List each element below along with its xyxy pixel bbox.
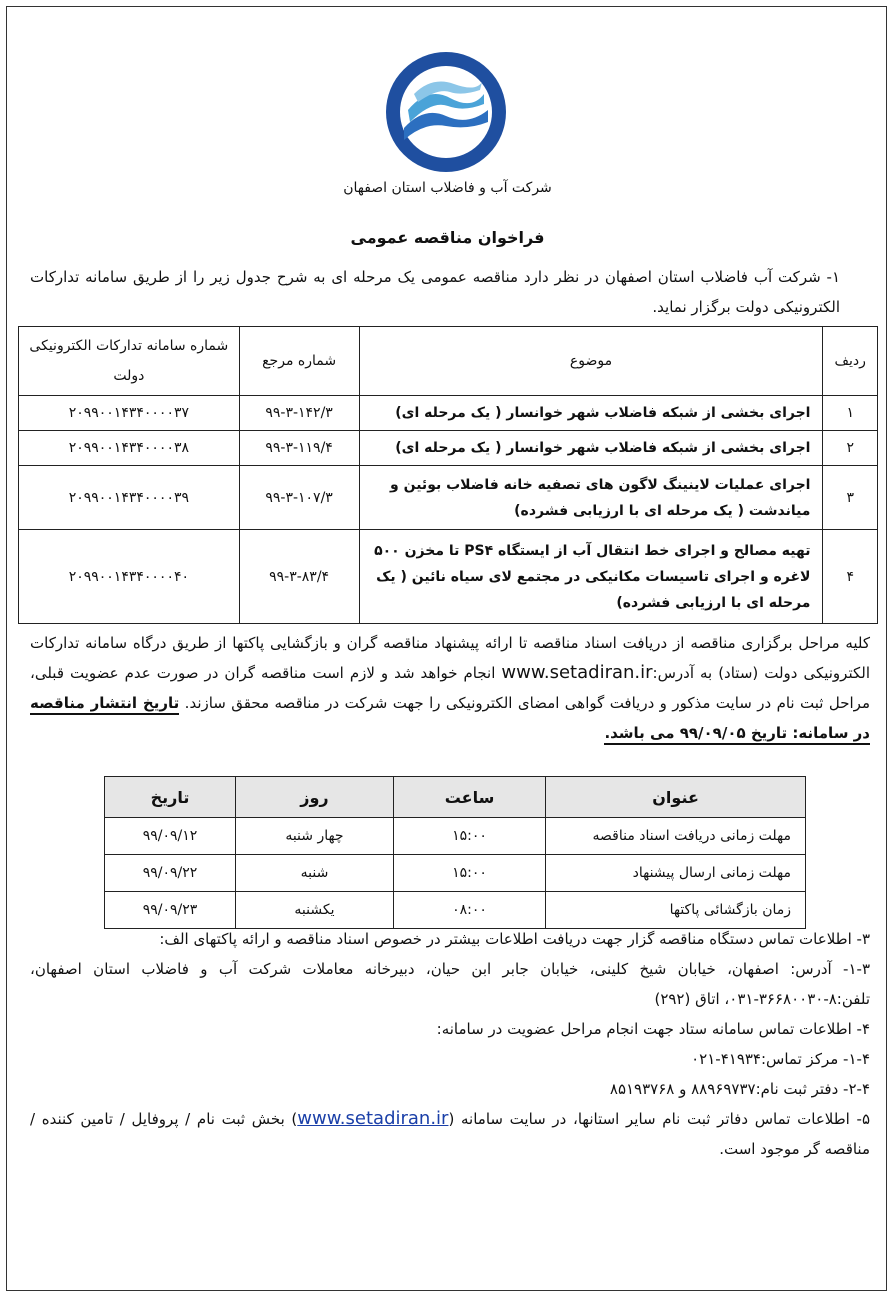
header-time: ساعت xyxy=(393,777,545,818)
schedule-date: ۹۹/۰۹/۱۲ xyxy=(105,818,236,855)
table-row xyxy=(19,396,878,431)
schedule-day: یکشنبه xyxy=(236,892,394,929)
table-row xyxy=(105,855,806,892)
row-reference: ۹۹-۳-۱۰۷/۳ xyxy=(239,466,359,530)
row-system-number: ۲۰۹۹۰۰۱۴۳۴۰۰۰۰۳۹ xyxy=(19,466,240,530)
schedule-time: ۰۸:۰۰ xyxy=(393,892,545,929)
tenders-table xyxy=(18,326,878,624)
table-row xyxy=(19,530,878,624)
header-subject: موضوع xyxy=(359,327,823,396)
publish-date: تاریخ انتشار مناقصه در سامانه: تاریخ ۹۹/۰۹/۰۵ می باشد. xyxy=(30,694,870,745)
page-title: فراخوان مناقصه عمومی xyxy=(350,228,545,247)
row-reference: ۹۹-۳-۸۳/۴ xyxy=(239,530,359,624)
row-number: ۴ xyxy=(823,530,878,624)
row-subject: تهیه مصالح و اجرای خط انتقال آب از ایستگاه PS۴ تا مخزن ۵۰۰ لاغره و اجرای تاسیسات مکانیکی در مجتمع لای سیاه نائین ( یک مرحله ای با ارزیابی فشرده) xyxy=(359,530,823,624)
setad-url-link[interactable]: www.setadiran.ir xyxy=(501,662,653,683)
table-row xyxy=(105,892,806,929)
schedule-date: ۹۹/۰۹/۲۳ xyxy=(105,892,236,929)
row-number: ۱ xyxy=(823,396,878,431)
intro-paragraph: ۱- شرکت آب فاضلاب استان اصفهان در نظر دارد مناقصه عمومی یک مرحله ای به شرح جدول زیر را از طریق سامانه تدارکات الکترونیکی دولت برگزار نماید. xyxy=(30,268,840,316)
company-name: شرکت آب و فاضلاب استان اصفهان xyxy=(343,180,552,196)
row-reference: ۹۹-۳-۱۴۲/۳ xyxy=(239,396,359,431)
schedule-title: زمان بازگشائی پاکتها xyxy=(546,892,806,929)
header-day: روز xyxy=(236,777,394,818)
schedule-time: ۱۵:۰۰ xyxy=(393,818,545,855)
schedule-time: ۱۵:۰۰ xyxy=(393,855,545,892)
header-reference: شماره مرجع xyxy=(239,327,359,396)
row-number: ۲ xyxy=(823,431,878,466)
row-reference: ۹۹-۳-۱۱۹/۴ xyxy=(239,431,359,466)
header-system-number: شماره سامانه تدارکات الکترونیکی دولت xyxy=(19,327,240,396)
contact-call-center: ۱-۴- مرکز تماس:۴۱۹۳۴-۰۲۱ xyxy=(691,1050,870,1068)
table-row xyxy=(105,818,806,855)
schedule-date: ۹۹/۰۹/۲۲ xyxy=(105,855,236,892)
contacts-section xyxy=(30,924,870,1164)
header-title: عنوان xyxy=(546,777,806,818)
header-date: تاریخ xyxy=(105,777,236,818)
contact-address: ۱-۳- آدرس: اصفهان، خیابان شیخ کلینی، خیابان جابر ابن حیان، دبیرخانه معاملات شرکت آب و فاضلاب استان اصفهان، تلفن:۸-۳۶۶۸۰۰۳۰-۰۳۱، اتاق (۲۹۲) xyxy=(30,960,870,1008)
row-system-number: ۲۰۹۹۰۰۱۴۳۴۰۰۰۰۴۰ xyxy=(19,530,240,624)
schedule-table xyxy=(104,776,806,929)
stages-text: کلیه مراحل برگزاری مناقصه از دریافت اسناد مناقصه تا ارائه پیشنهاد مناقصه گران و بازگشایی پاکتها از طریق درگاه سامانه تدارکات الکترونیکی دولت (ستاد) به آدرس: xyxy=(30,634,870,682)
schedule-table-header xyxy=(105,777,806,818)
row-number: ۳ xyxy=(823,466,878,530)
tenders-table-header xyxy=(19,327,878,396)
contact-item-5-text-2: ) بخش ثبت نام / پروفایل / تامین کننده / مناقصه گر موجود است. xyxy=(30,1110,870,1158)
schedule-title: مهلت زمانی ارسال پیشنهاد xyxy=(546,855,806,892)
schedule-title: مهلت زمانی دریافت اسناد مناقصه xyxy=(546,818,806,855)
contact-item-4: ۴- اطلاعات تماس سامانه ستاد جهت انجام مراحل عضویت در سامانه: xyxy=(436,1020,870,1038)
stages-paragraph xyxy=(30,628,870,748)
contact-item-3: ۳- اطلاعات تماس دستگاه مناقصه گزار جهت دریافت اطلاعات بیشتر در خصوص اسناد مناقصه و ارائه پاکتهای الف: xyxy=(159,930,870,948)
row-subject: اجرای عملیات لاینینگ لاگون های تصفیه خانه فاضلاب بوئین و میاندشت ( یک مرحله ای با ارزیابی فشرده) xyxy=(359,466,823,530)
contact-item-5 xyxy=(30,1104,870,1164)
table-row xyxy=(19,431,878,466)
row-subject: اجرای بخشی از شبکه فاضلاب شهر خوانسار ( یک مرحله ای) xyxy=(359,396,823,431)
schedule-day: شنبه xyxy=(236,855,394,892)
company-logo-icon xyxy=(384,50,508,174)
header-row-number: ردیف xyxy=(823,327,878,396)
row-system-number: ۲۰۹۹۰۰۱۴۳۴۰۰۰۰۳۷ xyxy=(19,396,240,431)
contact-item-5-text: ۵- اطلاعات تماس دفاتر ثبت نام سایر استانها، در سایت سامانه ( xyxy=(448,1110,870,1128)
setad-url-link-2[interactable]: www.setadiran.ir xyxy=(297,1108,449,1129)
table-row xyxy=(19,466,878,530)
row-subject: اجرای بخشی از شبکه فاضلاب شهر خوانسار ( یک مرحله ای) xyxy=(359,431,823,466)
stages-text-2: انجام خواهد شد و لازم است مناقصه گران در صورت عدم عضویت قبلی، مراحل ثبت نام در سایت مذکور و دریافت گواهی امضای الکترونیکی را جهت شرکت در مناقصه محقق سازند. xyxy=(30,664,870,712)
row-system-number: ۲۰۹۹۰۰۱۴۳۴۰۰۰۰۳۸ xyxy=(19,431,240,466)
contact-registration-office: ۲-۴- دفتر ثبت نام:۸۸۹۶۹۷۳۷ و ۸۵۱۹۳۷۶۸ xyxy=(609,1080,870,1098)
schedule-day: چهار شنبه xyxy=(236,818,394,855)
